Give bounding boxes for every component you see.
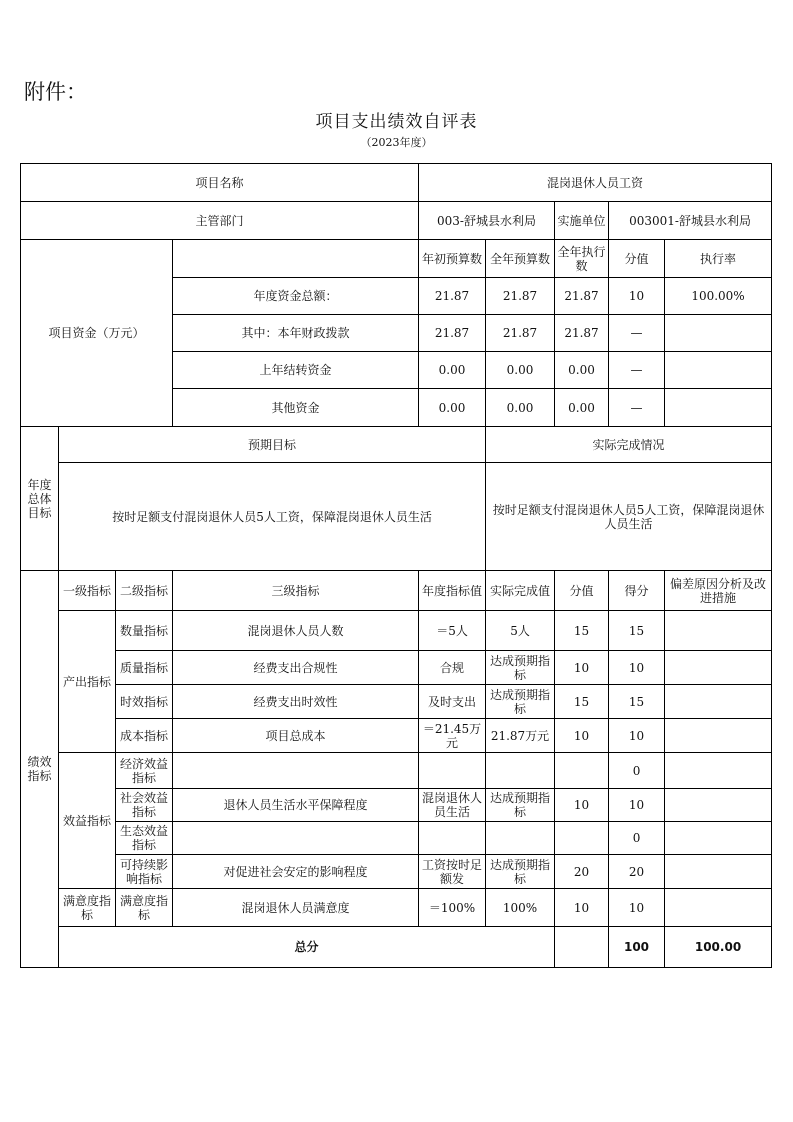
level3-cell: 经费支出合规性 [173,651,419,685]
page-title: 项目支出绩效自评表 [315,112,478,132]
target-cell [419,753,486,789]
indicator-header-row [21,571,772,611]
note-cell [665,822,772,855]
actual-completion-label: 实际完成情况 [486,427,772,463]
target-cell: 混岗退休人员生活 [419,789,486,822]
level2-cell: 经济效益指标 [116,753,173,789]
funds-rate [665,315,772,352]
note-cell [665,719,772,753]
funds-row-label: 上年结转资金 [173,352,419,389]
score-cell: 15 [609,611,665,651]
funds-label: 项目资金（万元） [21,240,173,427]
score-cell: 10 [609,789,665,822]
col-value: 分值 [555,571,609,611]
impl-value: 003001-舒城县水利局 [609,202,772,240]
level3-cell: 混岗退休人员人数 [173,611,419,651]
actual-cell: 100% [486,889,555,927]
benefit-indicator-label: 效益指标 [59,753,116,889]
project-name-label: 项目名称 [21,164,419,202]
total-label: 总分 [59,927,555,968]
satisfaction-level1: 满意度指标 [59,889,116,927]
goals-label: 年度总体目标 [21,427,59,571]
expected-goal-text: 按时足额支付混岗退休人员5人工资，保障混岗退休人员生活 [59,463,486,571]
level3-cell [173,753,419,789]
funds-row-label: 年度资金总额： [173,278,419,315]
value-cell: 15 [555,685,609,719]
indicators-label: 绩效指标 [21,571,59,968]
level2-cell: 可持续影响指标 [116,855,173,889]
target-cell: ＝21.45万元 [419,719,486,753]
level2-cell: 时效指标 [116,685,173,719]
funds-row-label: 其中：本年财政拨款 [173,315,419,352]
level2-cell: 成本指标 [116,719,173,753]
actual-cell [486,822,555,855]
dept-value: 003-舒城县水利局 [419,202,555,240]
funds-row-label: 其他资金 [173,389,419,427]
value-cell: 10 [555,719,609,753]
funds-annual: 0.00 [486,389,555,427]
funds-executed: 0.00 [555,352,609,389]
note-cell [665,651,772,685]
col-deviation: 偏差原因分析及改进措施 [665,571,772,611]
year-subtitle: （2023年度） [360,136,433,149]
actual-cell: 达成预期指标 [486,651,555,685]
col-exec-rate: 执行率 [665,240,772,278]
col-score-value: 分值 [609,240,665,278]
col-annual-budget: 全年预算数 [486,240,555,278]
actual-cell: 达成预期指标 [486,789,555,822]
funds-annual: 21.87 [486,315,555,352]
note-cell [665,611,772,651]
level3-cell: 退休人员生活水平保障程度 [173,789,419,822]
note-cell [665,685,772,719]
indicator-row [21,651,772,685]
funds-executed: 0.00 [555,389,609,427]
level2-cell: 质量指标 [116,651,173,685]
level2-cell: 社会效益指标 [116,789,173,822]
value-cell [555,822,609,855]
note-cell [665,889,772,927]
funds-header-row [21,240,772,278]
target-cell: ＝5人 [419,611,486,651]
value-cell: 10 [555,651,609,685]
indicator-row [21,753,772,789]
funds-annual: 21.87 [486,278,555,315]
score-cell: 10 [609,719,665,753]
actual-cell: 5人 [486,611,555,651]
impl-label: 实施单位 [555,202,609,240]
actual-cell: 达成预期指标 [486,855,555,889]
col-initial-budget: 年初预算数 [419,240,486,278]
goals-header-row [21,427,772,463]
level3-cell: 对促进社会安定的影响程度 [173,855,419,889]
funds-rate: 100.00% [665,278,772,315]
target-cell [419,822,486,855]
level2-cell: 数量指标 [116,611,173,651]
funds-header-blank [173,240,419,278]
value-cell: 10 [555,789,609,822]
value-cell: 20 [555,855,609,889]
col-executed: 全年执行数 [555,240,609,278]
note-cell [665,789,772,822]
funds-initial: 21.87 [419,315,486,352]
indicator-row [21,855,772,889]
col-score: 得分 [609,571,665,611]
score-cell: 0 [609,753,665,789]
score-cell: 20 [609,855,665,889]
target-cell: 工资按时足额发 [419,855,486,889]
expected-goal-label: 预期目标 [59,427,486,463]
level3-cell: 经费支出时效性 [173,685,419,719]
indicator-row [21,889,772,927]
funds-rate [665,389,772,427]
value-cell: 15 [555,611,609,651]
score-cell: 15 [609,685,665,719]
total-score: 100.00 [665,927,772,968]
value-cell [555,753,609,789]
funds-annual: 0.00 [486,352,555,389]
col-level1: 一级指标 [59,571,116,611]
actual-cell: 达成预期指标 [486,685,555,719]
actual-cell: 21.87万元 [486,719,555,753]
level2-cell: 满意度指标 [116,889,173,927]
level3-cell: 项目总成本 [173,719,419,753]
col-target: 年度指标值 [419,571,486,611]
col-actual: 实际完成值 [486,571,555,611]
indicator-row [21,822,772,855]
col-level2: 二级指标 [116,571,173,611]
indicator-row [21,789,772,822]
output-indicator-label: 产出指标 [59,611,116,753]
target-cell: ＝100% [419,889,486,927]
target-cell: 及时支出 [419,685,486,719]
project-name-row [21,164,772,202]
score-cell: 10 [609,889,665,927]
funds-initial: 0.00 [419,352,486,389]
funds-score-value: — [609,315,665,352]
funds-executed: 21.87 [555,315,609,352]
level2-cell: 生态效益指标 [116,822,173,855]
score-cell: 0 [609,822,665,855]
col-level3: 三级指标 [173,571,419,611]
department-row [21,202,772,240]
evaluation-table [20,163,772,968]
dept-label: 主管部门 [21,202,419,240]
attachment-label: 附件： [24,80,87,104]
funds-score-value: — [609,389,665,427]
total-row [21,927,772,968]
funds-initial: 21.87 [419,278,486,315]
indicator-row [21,685,772,719]
funds-executed: 21.87 [555,278,609,315]
goals-content-row [21,463,772,571]
indicator-row [21,611,772,651]
funds-initial: 0.00 [419,389,486,427]
note-cell [665,855,772,889]
funds-rate [665,352,772,389]
note-cell [665,753,772,789]
level3-cell [173,822,419,855]
value-cell: 10 [555,889,609,927]
indicator-row [21,719,772,753]
actual-cell [486,753,555,789]
total-blank [555,927,609,968]
actual-completion-text: 按时足额支付混岗退休人员5人工资，保障混岗退休人员生活 [486,463,772,571]
funds-score-value: 10 [609,278,665,315]
total-value: 100 [609,927,665,968]
target-cell: 合规 [419,651,486,685]
level3-cell: 混岗退休人员满意度 [173,889,419,927]
funds-score-value: — [609,352,665,389]
project-name-value: 混岗退休人员工资 [419,164,772,202]
score-cell: 10 [609,651,665,685]
